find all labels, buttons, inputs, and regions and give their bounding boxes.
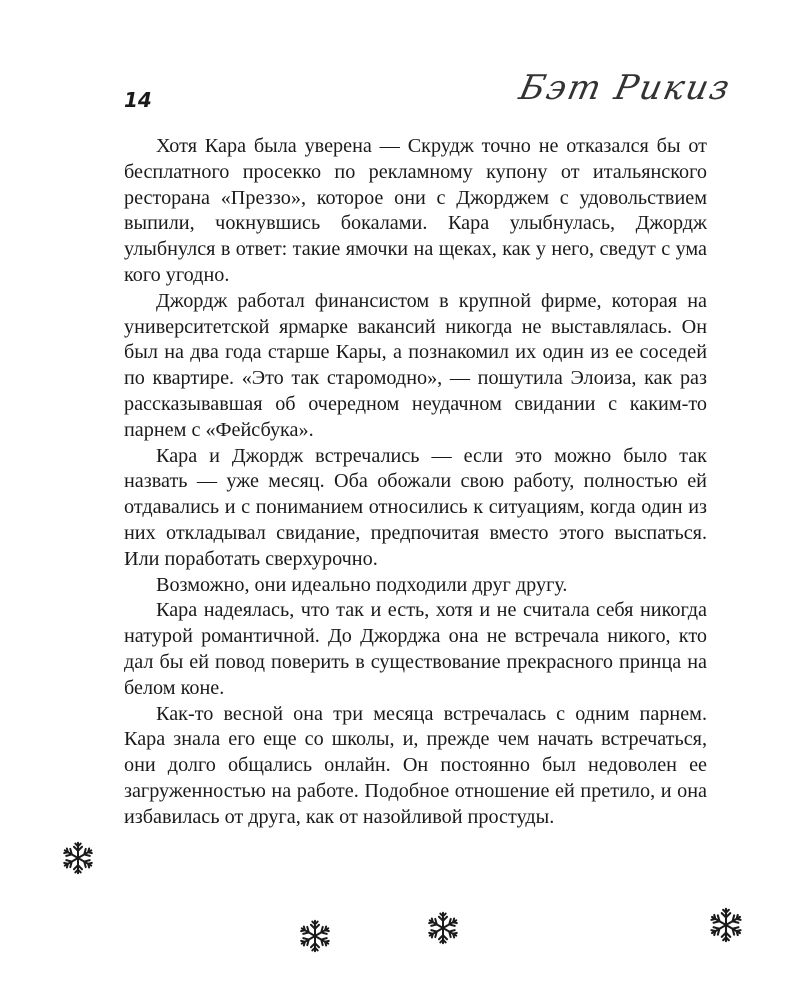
snowflake-icon [60, 840, 96, 876]
paragraph: Возможно, они идеально подходили друг другу. [156, 573, 568, 596]
author-name: Бэт Рикиз [515, 68, 735, 108]
paragraph: Хотя Кара была уверена — Скрудж точно не отказался бы от бесплатного просекко по рекламному купону от итальянского ресторана «Преззо», которое они с Джорджем с удовольствием выпили, чокнувшись бокалами. Кара улыбнулась, Джордж улыбнулся в ответ: такие ямочки на щеках, как у него, сведут с ума кого угодно. [124, 135, 707, 286]
paragraph: Кара надеялась, что так и есть, хотя и не считала себя никогда натурой романтичной. До Джорджа она не встречала никого, кто дал бы ей повод поверить в существование прекрасного принца на белом коне. [124, 599, 707, 699]
snowflake-icon [297, 918, 333, 954]
paragraph: Как-то весной она три месяца встречалась с одним парнем. Кара знала его еще со школы, и, прежде чем начать встречаться, они долго общались онлайн. Он постоянно был недоволен ее загруженностью на работе. Подобное отношение ей претило, и она избавилась от друга, как от назойливой простуды. [124, 702, 707, 828]
paragraph: Джордж работал финансистом в крупной фирме, которая на университетской ярмарке вакансий никогда не выставлялась. Он был на два года старше Кары, а познакомил их один из ее соседей по квартире. «Это так старомодно», — пошутила Элоиза, как раз рассказывавшая об очередном неудачном свидании с каким-то парнем с «Фейсбука». [124, 289, 707, 441]
snowflake-icon [425, 910, 461, 946]
page-number: 14 [124, 88, 152, 112]
body-text [124, 134, 707, 831]
paragraph: Кара и Джордж встречались — если это можно было так назвать — уже месяц. Оба обожали свою работу, полностью ей отдавались и с пониманием относились к ситуациям, когда один из них откладывал свидание, предпочитая вместо этого выспаться. Или поработать сверхурочно. [124, 444, 707, 570]
snowflake-icon [707, 906, 745, 944]
